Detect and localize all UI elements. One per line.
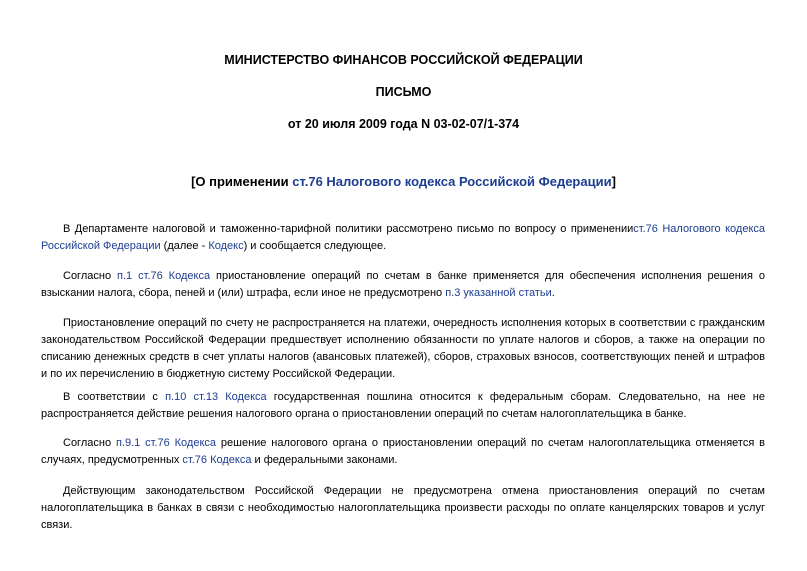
paragraph-text: (далее - xyxy=(160,240,209,252)
paragraph-1 xyxy=(41,221,765,255)
paragraph-text: В Департаменте налоговой и таможенно-тарифной политики рассмотрено письмо по вопросу о применении xyxy=(63,223,634,235)
paragraph-2 xyxy=(41,268,765,302)
paragraph-text: приостановление операций по счетам в банке применяется для обеспечения исполнения решения о взыскании налога, сбора, пеней и (или) штрафа, если иное не предусмотрено xyxy=(41,270,765,299)
ministry-heading: МИНИСТЕРСТВО ФИНАНСОВ РОССИЙСКОЙ ФЕДЕРАЦИИ xyxy=(224,53,583,67)
link-p10-art-13[interactable]: п.10 ст.13 Кодекса xyxy=(165,391,267,403)
title-suffix: ] xyxy=(611,174,616,189)
title-link-article-76[interactable]: ст.76 Налогового кодекса Российской Федерации xyxy=(292,174,612,189)
paragraph-6 xyxy=(41,483,765,534)
paragraph-text: решение налогового органа о приостановлении операций по счетам налогоплательщика отменяется в случаях, предусмотренных xyxy=(41,437,765,466)
document-title xyxy=(0,173,807,190)
link-art-76-kodeks[interactable]: ст.76 Кодекса xyxy=(182,454,252,466)
paragraph-text: В соответствии с xyxy=(63,391,166,403)
paragraph-text: Действующим законодательством Российской Федерации не предусмотрена отмена приостановления операций по счетам налогоплательщика в банках в связи с необходимостью налогоплательщика произвести расходы по оплате канцелярских товаров и услуг связи. xyxy=(41,485,765,531)
paragraph-5 xyxy=(41,435,765,469)
paragraph-text: Согласно xyxy=(63,437,116,449)
link-p1-art-76[interactable]: п.1 ст.76 Кодекса xyxy=(117,270,211,282)
document-type: ПИСЬМО xyxy=(375,85,432,99)
title-prefix: [О применении xyxy=(191,174,293,189)
paragraph-text: Приостановление операций по счету не распространяется на платежи, очередность исполнения которых в соответствии с гражданским законодательством Российской Федерации предшествует исполнению обязанности по уплате налогов и сборов, а также на операции по списанию денежных средств в счет уплаты налогов (авансовых платежей), сборов, страховых взносов, соответствующих пеней и штрафов и по их перечислению в бюджетную систему Российской Федерации. xyxy=(41,317,765,380)
document-date-number: от 20 июля 2009 года N 03-02-07/1-374 xyxy=(287,117,520,131)
paragraph-text: ) и сообщается следующее. xyxy=(243,240,387,252)
paragraph-4 xyxy=(41,389,765,423)
link-p9-1-art-76[interactable]: п.9.1 ст.76 Кодекса xyxy=(115,437,217,449)
link-kodeks[interactable]: Кодекс xyxy=(208,240,244,252)
link-p3-article[interactable]: п.3 указанной статьи xyxy=(445,287,552,299)
paragraph-text: и федеральными законами. xyxy=(251,454,398,466)
link-tax-code-art-76[interactable]: ст.76 Налогового кодекса Российской Федерации xyxy=(41,223,765,252)
paragraph-text: Согласно xyxy=(63,270,118,282)
paragraph-text: . xyxy=(551,287,555,299)
paragraph-text: государственная пошлина относится к федеральным сборам. Следовательно, на нее не распространяется действие решения налогового органа о приостановлении операций по счетам налогоплательщика в банке. xyxy=(41,391,765,420)
paragraph-3 xyxy=(41,315,765,383)
